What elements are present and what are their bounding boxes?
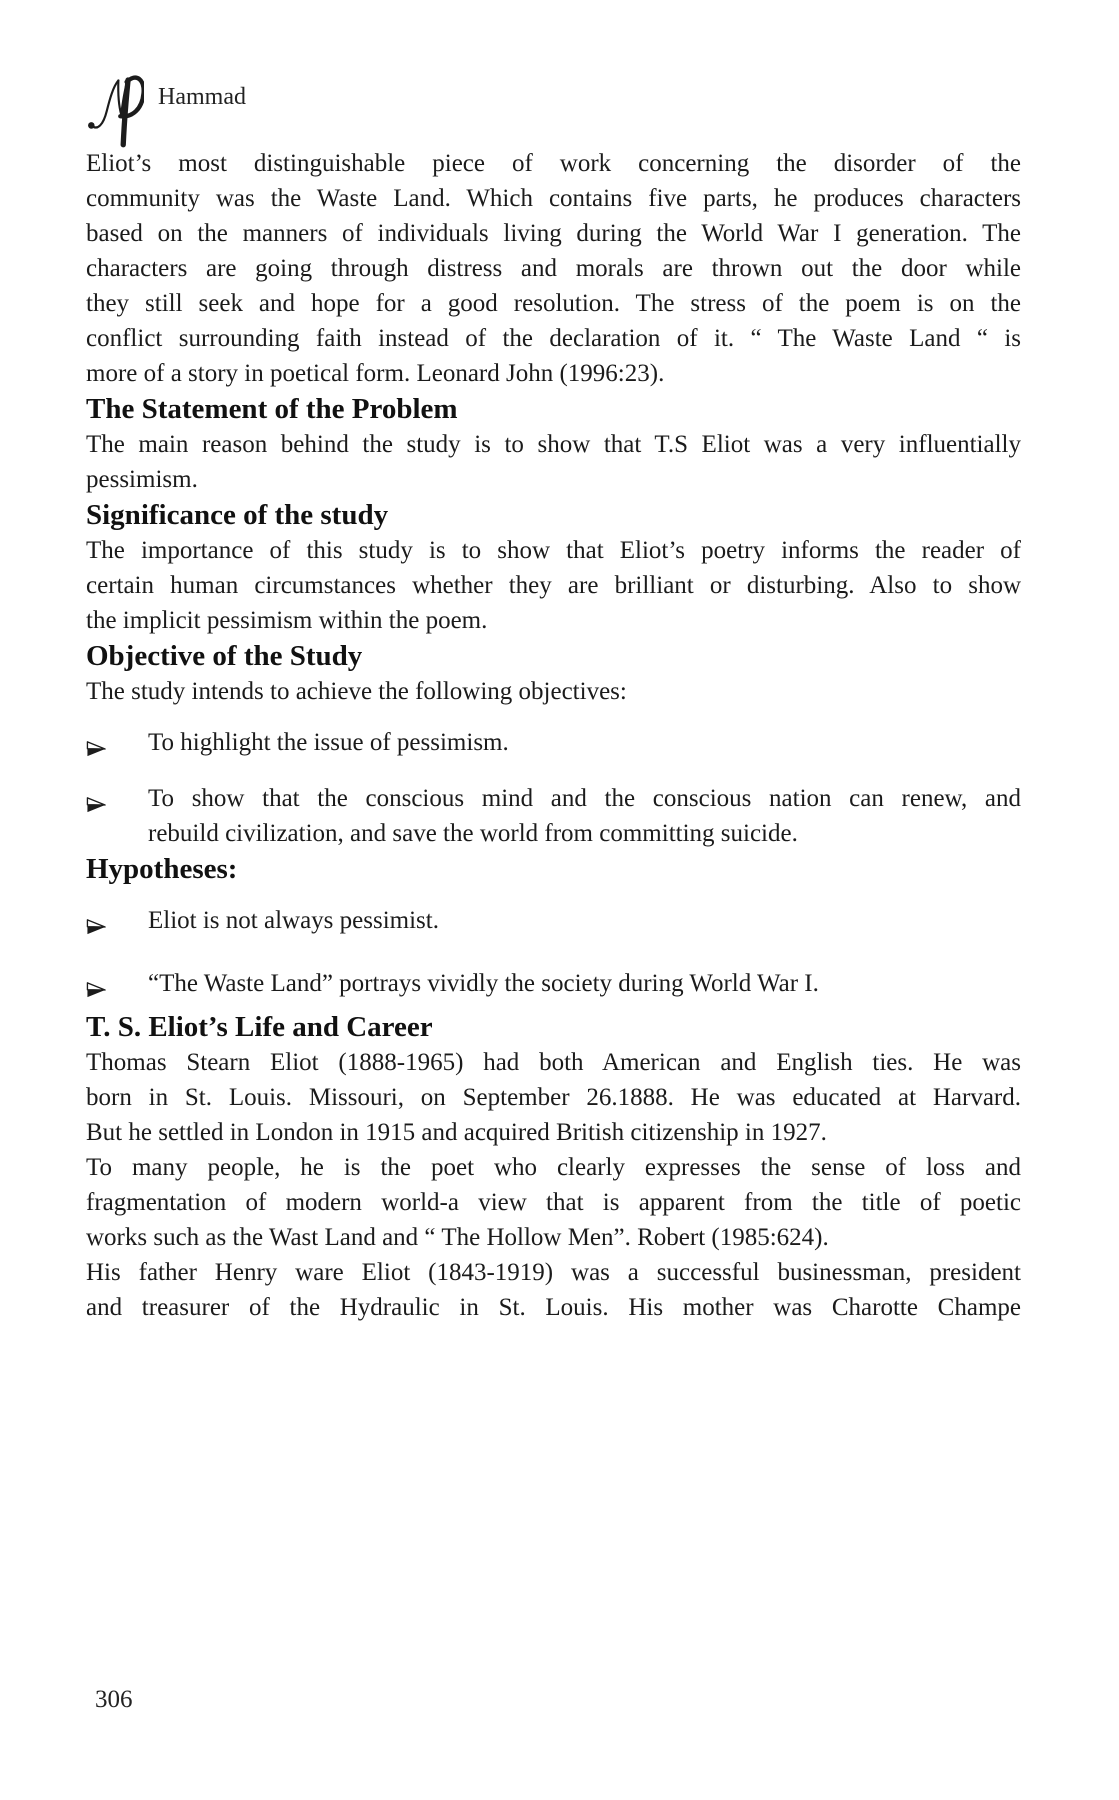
list-item	[86, 725, 1021, 768]
text-line: they still seek and hope for a good resolution. The stress of the poem is on the	[86, 290, 1021, 317]
text-line: The importance of this study is to show that Eliot’s poetry informs the reader of	[86, 537, 1021, 564]
text-line: To many people, he is the poet who clearly expresses the sense of loss and	[86, 1154, 1021, 1181]
page-number: 306	[95, 1686, 133, 1713]
running-head-author: Hammad	[158, 84, 246, 110]
text-line: To show that the conscious mind and the conscious nation can renew, and	[148, 785, 1021, 812]
life-paragraph	[86, 1045, 1021, 1150]
text-line: Thomas Stearn Eliot (1888-1965) had both American and English ties. He was	[86, 1049, 1021, 1076]
text-line: born in St. Louis. Missouri, on September 26.1888. He was educated at Harvard.	[86, 1084, 1021, 1111]
page-header	[86, 70, 1021, 146]
text-line: Eliot is not always pessimist.	[148, 907, 439, 934]
text-line: fragmentation of modern world-a view that is apparent from the title of poetic	[86, 1189, 1021, 1216]
objectives-list	[86, 725, 1021, 851]
objective-lead-paragraph	[86, 674, 1021, 709]
text-line: community was the Waste Land. Which contains five parts, he produces characters	[86, 185, 1021, 212]
list-item	[86, 903, 1021, 946]
text-line: more of a story in poetical form. Leonard John (1996:23).	[86, 360, 665, 387]
text-line: rebuild civilization, and save the world from committing suicide.	[148, 820, 798, 847]
text-line: the implicit pessimism within the poem.	[86, 607, 488, 634]
journal-monogram-icon	[86, 70, 144, 148]
text-line: characters are going through distress and morals are thrown out the door while	[86, 255, 1021, 282]
heading-hypotheses: Hypotheses:	[86, 853, 238, 885]
heading-statement-of-the-problem: The Statement of the Problem	[86, 393, 458, 425]
intro-paragraph	[86, 146, 1021, 391]
text-line: The study intends to achieve the following objectives:	[86, 678, 627, 705]
text-line: Eliot’s most distinguishable piece of work concerning the disorder of the	[86, 150, 1021, 177]
page-content	[86, 0, 1021, 1325]
text-line: conflict surrounding faith instead of the declaration of it. “ The Waste Land “ is	[86, 325, 1021, 352]
text-line: “The Waste Land” portrays vividly the society during World War I.	[148, 970, 819, 997]
text-line: The main reason behind the study is to show that T.S Eliot was a very influentially	[86, 431, 1021, 458]
arrow-bullet-icon	[86, 966, 148, 1009]
arrow-bullet-icon	[86, 781, 148, 824]
life-paragraph	[86, 1150, 1021, 1255]
list-item	[86, 781, 1021, 851]
significance-paragraph	[86, 533, 1021, 638]
text-line: and treasurer of the Hydraulic in St. Louis. His mother was Charotte Champe	[86, 1294, 1021, 1321]
heading-objective-of-the-study: Objective of the Study	[86, 640, 363, 672]
text-line: His father Henry ware Eliot (1843-1919) was a successful businessman, president	[86, 1259, 1021, 1286]
statement-paragraph	[86, 427, 1021, 497]
text-line: pessimism.	[86, 466, 198, 493]
hypotheses-list	[86, 903, 1021, 1009]
arrow-bullet-icon	[86, 903, 148, 946]
text-line: works such as the Wast Land and “ The Hollow Men”. Robert (1985:624).	[86, 1224, 829, 1251]
heading-significance-of-the-study: Significance of the study	[86, 499, 389, 531]
text-line: based on the manners of individuals living during the World War I generation. The	[86, 220, 1021, 247]
text-line: To highlight the issue of pessimism.	[148, 729, 509, 756]
heading-eliot-life-and-career: T. S. Eliot’s Life and Career	[86, 1011, 433, 1043]
text-line: But he settled in London in 1915 and acquired British citizenship in 1927.	[86, 1119, 827, 1146]
list-item	[86, 966, 1021, 1009]
life-paragraph	[86, 1255, 1021, 1325]
arrow-bullet-icon	[86, 725, 148, 768]
text-line: certain human circumstances whether they are brilliant or disturbing. Also to show	[86, 572, 1021, 599]
